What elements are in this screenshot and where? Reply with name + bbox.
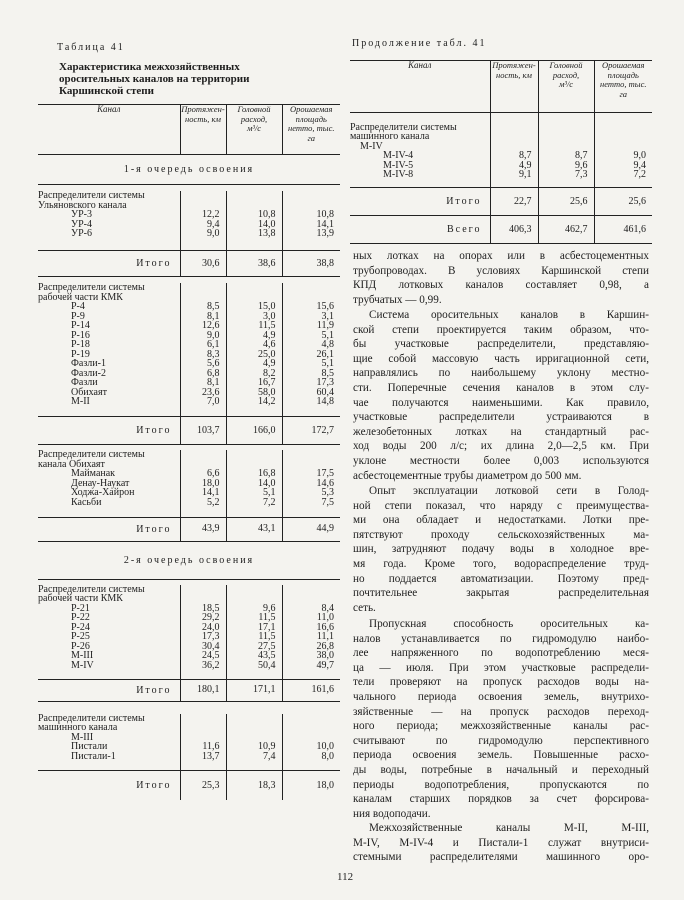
total-row: Итого 43,9 43,1 44,9: [38, 517, 340, 541]
cell-name: М-IV-5: [383, 159, 414, 171]
paragraph-5: Межхозяйственные каналы М-II, М-III, М-IV, М-IV-4 и Пистали-1 служат внутриси- стемными распределителями машинного оро-: [353, 822, 649, 864]
cell-area: 16,6: [282, 623, 340, 633]
cell-area: 5,3: [282, 488, 340, 498]
table-row: [38, 229, 340, 239]
cell-discharge: 7,4: [226, 752, 282, 762]
cell-length: 24,0: [180, 623, 226, 633]
cell-length: 29,2: [180, 613, 226, 623]
cell-length: 24,5: [180, 651, 226, 661]
cell-discharge: 10,8: [226, 210, 282, 220]
cell-discharge: 50,4: [226, 661, 282, 671]
cell-discharge: 14,2: [226, 397, 282, 407]
cell-area: 7,2: [594, 170, 652, 180]
paragraph-2: Система оросительных каналов в Каршин- ской степи проектируется таким образом, что- бы участковые распределители, представляю- щие собой массовую часть ирригационной сети, направлялись по наибольшему уклону местно- сти. Поперечные сечения каналов в этом слу- чае получаются наименьшими. Как правило, участковые распределители устраиваются в железобетонных лотках на стандартный рас- ход воды 200 л/с; их длина 2,0—2,5 км. При уклоне местности более 0,003 используются асбестоцементные трубы диаметром до 500 мм.: [353, 309, 649, 482]
right-table: [350, 60, 652, 244]
cell-area: 11,0: [282, 613, 340, 623]
cell-discharge: 11,5: [226, 632, 282, 642]
cell-name: Р-24: [71, 621, 90, 633]
cell-area: 49,7: [282, 661, 340, 671]
group-title: Распределители системы машинного канала М-IV: [350, 121, 457, 152]
cell-name: Р-22: [71, 612, 90, 623]
cell-name: М-IV-8: [383, 169, 414, 180]
cell-name: УР-6: [71, 228, 92, 239]
cell-length: 5,2: [180, 498, 226, 508]
cell-length: 9,1: [490, 170, 538, 180]
cell-area: 17,5: [282, 469, 340, 479]
cell-discharge: 4,9: [226, 359, 282, 369]
cell-discharge: 11,5: [226, 613, 282, 623]
paragraph-3: Опыт эксплуатации лотковой сети в Голод- ной степи показал, что наряду с преимущества- ми она обладает и недостатками. Лотки пре- пятствуют проходу сельскохозяйственных ма- шин, затрудняют подачу воды в холодное вре- мя года. Кроме того, водораспределение труд- но поддается автоматизации. Поэтому пред- почтительнее закрытая распределительная сеть.: [353, 485, 649, 614]
cell-discharge: 11,5: [226, 321, 282, 331]
cell-name: Р-14: [71, 320, 90, 331]
cell-discharge: 4,9: [226, 331, 282, 341]
cell-discharge: 13,8: [226, 229, 282, 239]
cell-length: 9,4: [180, 220, 226, 230]
cell-name: Р-19: [71, 348, 90, 360]
phase-2-heading: 2-я очередь освоения: [38, 541, 340, 579]
cell-area: 17,3: [282, 378, 340, 388]
cell-area: 14,1: [282, 220, 340, 230]
cell-name: Ходжа-Хайрон: [71, 487, 135, 498]
table-header-row: [350, 61, 652, 113]
cell-length: 6,1: [180, 340, 226, 350]
paragraph-1: ных лотках на опорах или в асбестоцементных трубопроводах. В условиях Каршинской степи КПД лотковых каналов составляет 0,98, а трубчатых — 0,99.: [353, 250, 649, 306]
cell-area: 38,0: [282, 651, 340, 661]
cell-area: 8,5: [282, 369, 340, 379]
cell-area: 9,0: [594, 151, 652, 161]
cell-name: Фазли: [71, 377, 98, 388]
cell-length: 14,1: [180, 488, 226, 498]
cell-area: 26,8: [282, 642, 340, 652]
group-title: Распределители системы рабочей части КМК: [38, 282, 145, 303]
header-canal: Канал: [350, 61, 490, 113]
cell-name: Денау-Наукат: [71, 477, 130, 489]
cell-length: 4,9: [490, 161, 538, 171]
total-row: Итого 25,3 18,3 18,0: [38, 770, 340, 800]
cell-area: 15,6: [282, 302, 340, 312]
cell-area: 14,8: [282, 397, 340, 407]
cell-name: М-IV: [71, 659, 94, 671]
cell-length: 8,1: [180, 312, 226, 322]
header-area: Орошаемая площадь нетто, тыс. га: [282, 105, 340, 155]
left-table-caption: Таблица 41: [57, 42, 125, 53]
cell-name: Майманак: [71, 468, 116, 479]
cell-discharge: 16,7: [226, 378, 282, 388]
cell-length: 12,6: [180, 321, 226, 331]
table-row: [38, 498, 340, 508]
cell-name: УР-3: [71, 209, 92, 220]
total-row: Итого 30,6 38,6 38,8: [38, 251, 340, 277]
cell-length: 23,6: [180, 388, 226, 398]
cell-discharge: 16,8: [226, 469, 282, 479]
cell-discharge: 15,0: [226, 302, 282, 312]
cell-discharge: 27,5: [226, 642, 282, 652]
cell-area: 5,1: [282, 331, 340, 341]
cell-length: 12,2: [180, 210, 226, 220]
cell-name: Касьби: [71, 496, 102, 508]
cell-name: М-III: [71, 650, 94, 661]
cell-length: 9,0: [180, 229, 226, 239]
header-length: Протяжен- ность, км: [490, 61, 538, 113]
cell-discharge: 14,0: [226, 479, 282, 489]
cell-name: Р-21: [71, 602, 90, 614]
cell-area: 8,0: [282, 752, 340, 762]
cell-discharge: 7,3: [538, 170, 594, 180]
cell-area: 9,4: [594, 161, 652, 171]
cell-length: 8,7: [490, 151, 538, 161]
cell-area: 10,8: [282, 210, 340, 220]
total-row: Итого 180,1 171,1 161,6: [38, 679, 340, 701]
cell-name: Пистали-1: [71, 750, 116, 762]
cell-discharge: 3,0: [226, 312, 282, 322]
table-header-row: [38, 105, 340, 155]
cell-area: 13,9: [282, 229, 340, 239]
cell-discharge: 25,0: [226, 350, 282, 360]
cell-name: М-IV-4: [383, 150, 414, 161]
cell-discharge: 4,6: [226, 340, 282, 350]
cell-discharge: 9,6: [226, 604, 282, 614]
cell-area: 4,8: [282, 340, 340, 350]
header-discharge: Головной расход, м³/с: [226, 105, 282, 155]
cell-area: 5,1: [282, 359, 340, 369]
cell-name: Фазли-2: [71, 367, 106, 379]
table-row: [350, 170, 652, 180]
cell-length: 7,0: [180, 397, 226, 407]
cell-area: 26,1: [282, 350, 340, 360]
cell-length: 17,3: [180, 632, 226, 642]
right-table-caption: Продолжение табл. 41: [352, 38, 487, 49]
cell-name: Пистали: [71, 741, 108, 752]
cell-name: Р-4: [71, 301, 85, 312]
table-row: [38, 397, 340, 407]
group-title: Распределители системы канала Обихаят: [38, 449, 145, 470]
table-row: [38, 661, 340, 671]
cell-length: 8,5: [180, 302, 226, 312]
cell-length: 13,7: [180, 752, 226, 762]
cell-length: 30,4: [180, 642, 226, 652]
paragraph-4: Пропускная способность оросительных ка- налов устанавливается по гидромодулю наибо- лее напряженного по водопотреблению меся- ца — июля. При этом участковые распредели- тели проверяют на пропуск расходов воды на- чального периода освоения земель, внутрихо- зяйственные — на пропуск расходов переход- ного периода; межхозяйственные каналы рас- считывают по гидромодулю перспективного периода освоения земель. Повышенные расхо- ды воды, потребные в начальный и переходный периоды водопотребления, пропускаются по каналам старших порядков за счет форсирова- ния водоподачи.: [353, 618, 649, 820]
cell-discharge: 8,7: [538, 151, 594, 161]
cell-area: 14,6: [282, 479, 340, 489]
cell-area: 10,0: [282, 742, 340, 752]
left-table-title: Характеристика межхозяйственных оросительных каналов на территории Каршинской степи: [59, 61, 250, 97]
left-table: [38, 104, 340, 800]
group-title: Распределители системы машинного канала М-III: [38, 712, 145, 743]
cell-area: 11,9: [282, 321, 340, 331]
cell-discharge: 8,2: [226, 369, 282, 379]
grand-total-row: Всего 406,3 462,7 461,6: [350, 216, 652, 244]
cell-area: 7,5: [282, 498, 340, 508]
cell-name: Р-26: [71, 640, 90, 652]
table-row: [38, 752, 340, 762]
cell-length: 8,1: [180, 378, 226, 388]
group-title: Распределители системы рабочей части КМК: [38, 583, 145, 604]
cell-discharge: 9,6: [538, 161, 594, 171]
cell-length: 5,6: [180, 359, 226, 369]
cell-discharge: 17,1: [226, 623, 282, 633]
cell-name: Р-25: [71, 631, 90, 642]
cell-discharge: 43,5: [226, 651, 282, 661]
cell-area: 60,4: [282, 388, 340, 398]
total-row: Итого 22,7 25,6 25,6: [350, 188, 652, 216]
cell-name: УР-4: [71, 218, 92, 230]
total-row: Итого 103,7 166,0 172,7: [38, 417, 340, 445]
cell-discharge: 5,1: [226, 488, 282, 498]
cell-area: 3,1: [282, 312, 340, 322]
cell-name: Р-9: [71, 310, 85, 322]
header-area: Орошаемая площадь нетто, тыс. га: [594, 61, 652, 113]
cell-length: 18,5: [180, 604, 226, 614]
cell-length: 36,2: [180, 661, 226, 671]
cell-length: 6,8: [180, 369, 226, 379]
cell-length: 11,6: [180, 742, 226, 752]
cell-length: 8,3: [180, 350, 226, 360]
header-length: Протяжен- ность, км: [180, 105, 226, 155]
page-number: 112: [337, 871, 354, 883]
phase-1-heading: 1-я очередь освоения: [123, 164, 255, 175]
cell-name: Фазли-1: [71, 358, 106, 369]
header-discharge: Головной расход, м³/с: [538, 61, 594, 113]
cell-length: 18,0: [180, 479, 226, 489]
cell-discharge: 58,0: [226, 388, 282, 398]
cell-name: Обихаят: [71, 386, 107, 398]
cell-name: Р-16: [71, 329, 90, 341]
cell-discharge: 14,0: [226, 220, 282, 230]
cell-name: М-II: [71, 396, 90, 407]
cell-area: 11,1: [282, 632, 340, 642]
cell-discharge: 10,9: [226, 742, 282, 752]
cell-length: 6,6: [180, 469, 226, 479]
header-canal: Канал: [38, 105, 180, 155]
group-title: Распределители системы Ульяновского канала: [38, 190, 145, 211]
cell-name: Р-18: [71, 339, 90, 350]
cell-discharge: 7,2: [226, 498, 282, 508]
cell-area: 8,4: [282, 604, 340, 614]
cell-length: 9,0: [180, 331, 226, 341]
